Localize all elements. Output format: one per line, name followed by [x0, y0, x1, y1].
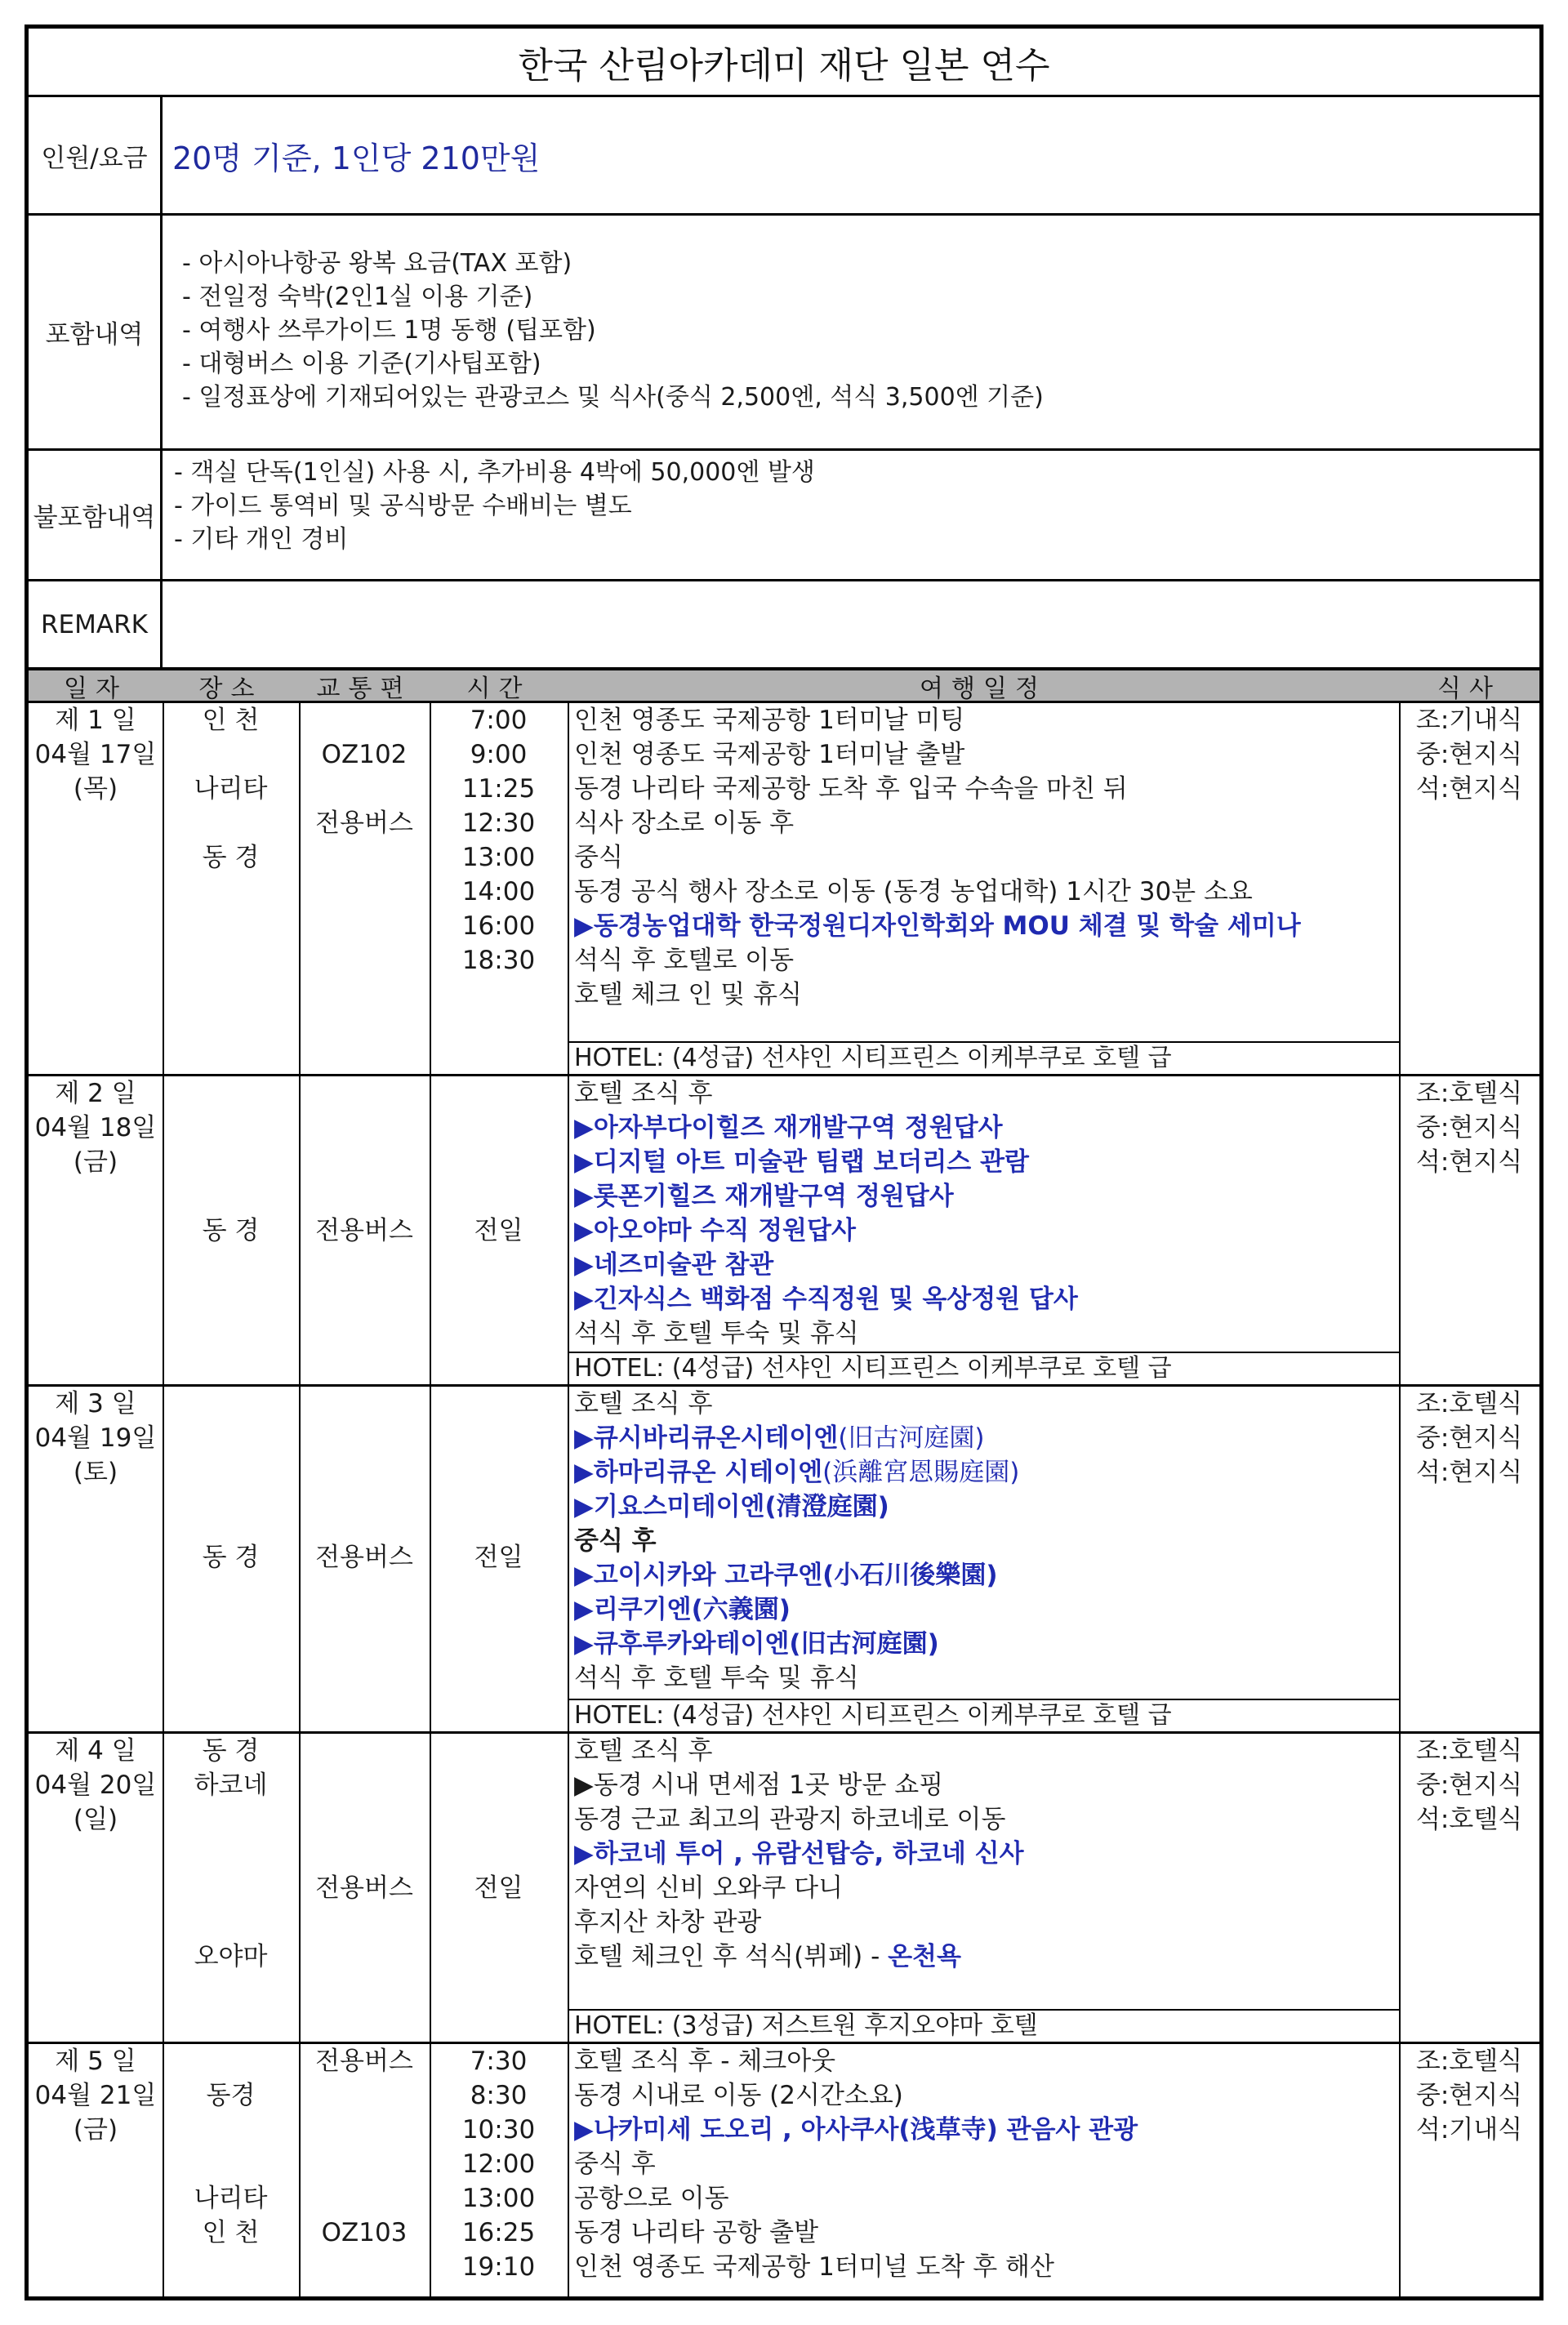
- flight-number: OZ102: [321, 740, 408, 769]
- itinerary-item: 호텔 조식 후 - 체크아웃: [574, 2047, 836, 2076]
- hotel-info: HOTEL: (4성급) 선샤인 시티프린스 이케부쿠로 호텔 급: [568, 1352, 1399, 1384]
- day-row: [29, 1734, 1539, 2044]
- header-itinerary: 여행일정: [920, 674, 1047, 703]
- day-weekday: (토): [73, 1458, 118, 1487]
- itinerary-highlight: ▶동경농업대학 한국정원디자인학회와 MOU 체결 및 학술 세미나: [574, 911, 1301, 941]
- excluded-item: - 기타 개인 경비: [174, 525, 349, 554]
- itinerary-list: [568, 1076, 1399, 1351]
- document-title: 한국 산림아카데미 재단 일본 연수: [29, 29, 1539, 97]
- itinerary-item: 석식 후 호텔 투숙 및 휴식: [574, 1664, 859, 1693]
- place: 동 경: [202, 1543, 260, 1572]
- itinerary-item: 동경 공식 행사 장소로 이동 (동경 농업대학) 1시간 30분 소요: [574, 877, 1253, 906]
- day-date: 04월 21일: [34, 2081, 157, 2110]
- day-row: [29, 2044, 1539, 2296]
- itinerary-item: 석식 후 호텔 투숙 및 휴식: [574, 1319, 859, 1348]
- day-number: 제 1 일: [55, 706, 136, 735]
- included-list: [182, 247, 1044, 414]
- place: 동경: [206, 2081, 256, 2110]
- itinerary-highlight: ▶하코네 투어 , 유람선탑승, 하코네 신사: [574, 1839, 1024, 1868]
- itinerary-item: 인천 영종도 국제공항 1터미날 미팅: [574, 706, 965, 735]
- flight-number: OZ103: [321, 2218, 408, 2247]
- itinerary-highlight: ▶나카미세 도오리 , 아사쿠사(浅草寺) 관음사 관광: [574, 2115, 1138, 2145]
- meal: 석:현지식: [1415, 774, 1523, 804]
- meal-list: [1399, 1076, 1539, 1179]
- transport: 전용버스: [315, 1216, 413, 1245]
- itinerary-highlight: ▶기요스미테이엔(清澄庭園): [574, 1492, 889, 1521]
- meal: 석:현지식: [1415, 1147, 1523, 1177]
- time: 13:00: [461, 2184, 536, 2213]
- excluded-item: - 객실 단독(1인실) 사용 시, 추가비용 4박에 50,000엔 발생: [174, 458, 815, 487]
- itinerary-highlight: ▶하마리큐온 시테이엔(浜離宮恩賜庭園): [574, 1458, 1020, 1487]
- excluded-item: - 가이드 통역비 및 공식방문 수배비는 별도: [174, 492, 632, 520]
- meal-list: [1399, 2044, 1539, 2147]
- meal: 중:현지식: [1415, 2081, 1523, 2110]
- time: 19:10: [461, 2252, 536, 2282]
- itinerary-item: 인천 영종도 국제공항 1터미널 도착 후 해산: [574, 2252, 1054, 2282]
- header-meal: 식사: [1437, 674, 1501, 703]
- itinerary-item: ▶동경 시내 면세점 1곳 방문 쇼핑: [574, 1770, 944, 1800]
- place: 인 천: [202, 2218, 260, 2247]
- itinerary-document: [24, 24, 1544, 2301]
- itinerary-item: 중식 후: [574, 2149, 656, 2179]
- itinerary-item: 호텔 조식 후: [574, 1736, 713, 1766]
- header-transport: 교통편: [316, 674, 412, 703]
- itinerary-highlight: ▶아자부다이힐즈 재개발구역 정원답사: [574, 1113, 1003, 1142]
- itinerary-item: 동경 근교 최고의 관광지 하코네로 이동: [574, 1805, 1006, 1834]
- time: 11:25: [461, 774, 536, 804]
- excluded-row: [29, 451, 1539, 581]
- itinerary-item: 호텔 조식 후: [574, 1389, 713, 1419]
- remark-value: [163, 581, 1539, 667]
- meal: 중:현지식: [1415, 1423, 1523, 1453]
- time: 13:00: [461, 843, 536, 872]
- itinerary-item: 호텔 체크 인 및 휴식: [574, 980, 802, 1009]
- place: 동 경: [202, 1736, 260, 1766]
- day-weekday: (일): [73, 1805, 118, 1834]
- time: 16:25: [461, 2218, 536, 2247]
- included-item: - 대형버스 이용 기준(기사팁포함): [182, 350, 541, 378]
- time: 12:00: [461, 2149, 536, 2179]
- meal: 중:현지식: [1415, 740, 1523, 769]
- hotel-info: HOTEL: (3성급) 저스트원 후지오야마 호텔: [568, 2009, 1399, 2042]
- day-date: 04월 18일: [34, 1113, 157, 1142]
- meal-list: [1399, 1387, 1539, 1490]
- day-weekday: (금): [73, 2115, 118, 2145]
- meal: 석:현지식: [1415, 1458, 1523, 1487]
- day-number: 제 5 일: [55, 2047, 136, 2076]
- itinerary-highlight: ▶큐후루카와테이엔(旧古河庭園): [574, 1629, 939, 1659]
- day-date: 04월 17일: [34, 740, 157, 769]
- day-weekday: (목): [73, 774, 118, 804]
- itinerary-item: 중식 후: [574, 1526, 657, 1556]
- schedule-header: [29, 670, 1539, 703]
- meal: 중:현지식: [1415, 1770, 1523, 1800]
- day-row: [29, 1387, 1539, 1734]
- itinerary-item: 중식: [574, 843, 623, 872]
- time: 7:30: [470, 2047, 528, 2076]
- transport: 전용버스: [315, 808, 413, 838]
- day-number: 제 2 일: [55, 1079, 136, 1108]
- time: 전일: [474, 1873, 523, 1903]
- itinerary-item: 후지산 차창 관광: [574, 1908, 762, 1937]
- remark-row: [29, 581, 1539, 670]
- time: 14:00: [461, 877, 536, 906]
- time: 8:30: [470, 2081, 528, 2110]
- place: 인 천: [202, 706, 260, 735]
- itinerary-highlight: ▶큐시바리큐온시테이엔(旧古河庭園): [574, 1423, 985, 1453]
- place: 하코네: [194, 1770, 268, 1800]
- time: 18:30: [461, 946, 536, 975]
- itinerary-highlight: ▶네즈미술관 참관: [574, 1250, 774, 1280]
- day-date: 04월 19일: [34, 1423, 157, 1453]
- time: 9:00: [470, 740, 528, 769]
- itinerary-item: 동경 시내로 이동 (2시간소요): [574, 2081, 903, 2110]
- fee-label: 인원/요금: [29, 97, 163, 213]
- time: 전일: [474, 1543, 523, 1572]
- itinerary-list: [568, 703, 1399, 1012]
- itinerary-list: [568, 1387, 1399, 1695]
- header-day: 일자: [64, 674, 127, 703]
- itinerary-highlight: ▶리쿠기엔(六義園): [574, 1595, 791, 1624]
- meal-list: [1399, 1734, 1539, 1837]
- time: 12:30: [461, 808, 536, 838]
- hotel-info: HOTEL: (4성급) 선샤인 시티프린스 이케부쿠로 호텔 급: [568, 1699, 1399, 1731]
- fee-value: 20명 기준, 1인당 210만원: [172, 140, 541, 176]
- day-number: 제 4 일: [55, 1736, 136, 1766]
- place: 동 경: [202, 1216, 260, 1245]
- meal: 조:기내식: [1415, 706, 1523, 735]
- time: 10:30: [461, 2115, 536, 2145]
- itinerary-item: 인천 영종도 국제공항 1터미날 출발: [574, 740, 965, 769]
- schedule-table: [29, 670, 1539, 2296]
- itinerary-item: 동경 나리타 공항 출발: [574, 2218, 819, 2247]
- place: 동 경: [202, 843, 260, 872]
- remark-label: REMARK: [29, 581, 163, 667]
- meal: 조:호텔식: [1415, 1079, 1523, 1108]
- transport: 전용버스: [315, 1543, 413, 1572]
- meal: 석:호텔식: [1415, 1805, 1523, 1834]
- itinerary-list: [568, 2044, 1399, 2284]
- itinerary-item: 공항으로 이동: [574, 2184, 729, 2213]
- itinerary-item: 석식 후 호텔로 이동: [574, 946, 795, 975]
- itinerary-item: 동경 나리타 국제공항 도착 후 입국 수속을 마친 뒤: [574, 774, 1128, 804]
- meal-list: [1399, 703, 1539, 806]
- included-item: - 여행사 쓰루가이드 1명 동행 (팁포함): [182, 316, 596, 345]
- included-item: - 전일정 숙박(2인1실 이용 기준): [182, 283, 533, 311]
- itinerary-highlight: ▶디지털 아트 미술관 팀랩 보더리스 관람: [574, 1147, 1029, 1177]
- meal: 조:호텔식: [1415, 2047, 1523, 2076]
- included-item: - 아시아나항공 왕복 요금(TAX 포함): [182, 249, 572, 278]
- transport: 전용버스: [315, 1873, 413, 1903]
- itinerary-item: 식사 장소로 이동 후: [574, 808, 795, 838]
- itinerary-item: 자연의 신비 오와쿠 다니: [574, 1873, 844, 1903]
- time: 16:00: [461, 911, 536, 941]
- header-place: 장소: [198, 674, 263, 703]
- header-time: 시간: [466, 674, 531, 703]
- transport: 전용버스: [315, 2047, 413, 2076]
- itinerary-highlight: ▶고이시카와 고라쿠엔(小石川後樂園): [574, 1561, 998, 1590]
- itinerary-highlight: ▶롯폰기힐즈 재개발구역 정원답사: [574, 1182, 954, 1211]
- day-row: [29, 703, 1539, 1076]
- day-date: 04월 20일: [34, 1770, 157, 1800]
- meal: 조:호텔식: [1415, 1736, 1523, 1766]
- place: 오야마: [194, 1942, 268, 1971]
- day-weekday: (금): [73, 1147, 118, 1177]
- included-label: 포함내역: [29, 216, 163, 448]
- meal: 조:호텔식: [1415, 1389, 1523, 1419]
- time: 전일: [474, 1216, 523, 1245]
- itinerary-highlight: ▶아오야마 수직 정원답사: [574, 1216, 856, 1245]
- excluded-label: 불포함내역: [29, 451, 163, 579]
- place: 나리타: [194, 774, 268, 804]
- itinerary-list: [568, 1734, 1399, 1974]
- itinerary-highlight: ▶긴자식스 백화점 수직정원 및 옥상정원 답사: [574, 1285, 1078, 1314]
- included-row: [29, 216, 1539, 451]
- meal: 석:기내식: [1415, 2115, 1523, 2145]
- day-number: 제 3 일: [55, 1389, 136, 1419]
- day-row: [29, 1076, 1539, 1387]
- fee-row: [29, 97, 1539, 216]
- itinerary-item: 호텔 조식 후: [574, 1079, 713, 1108]
- meal: 중:현지식: [1415, 1113, 1523, 1142]
- itinerary-item: 호텔 체크인 후 석식(뷔페) - 온천욕: [574, 1942, 961, 1971]
- place: 나리타: [194, 2184, 268, 2213]
- excluded-list: [174, 456, 815, 556]
- hotel-info: HOTEL: (4성급) 선샤인 시티프린스 이케부쿠로 호텔 급: [568, 1041, 1399, 1074]
- included-item: - 일정표상에 기재되어있는 관광코스 및 식사(중식 2,500엔, 석식 3,500엔 기준): [182, 383, 1044, 412]
- time: 7:00: [470, 706, 528, 735]
